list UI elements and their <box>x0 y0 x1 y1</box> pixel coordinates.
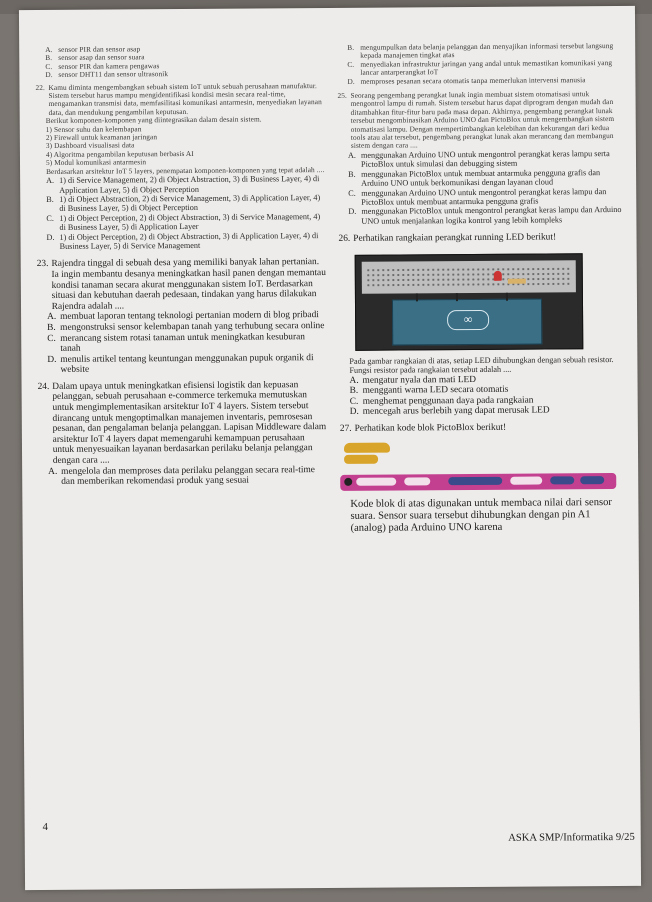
led-icon <box>494 271 502 281</box>
option: D. menggunakan PictoBlox untuk mengontrol perangkat keras lampu dan Arduino UNO untuk menjalankan logika kontrol yang lebih kompleks <box>348 205 622 226</box>
right-column <box>337 42 624 535</box>
option: A. mengelola dan memproses data perilaku pelanggan secara real-time dan memberikan rekomendasi produk yang sesuai <box>48 464 315 488</box>
q24-options-continued <box>337 42 621 86</box>
pictoblox-code-blocks-image <box>340 438 620 498</box>
page-number: 4 <box>42 821 48 834</box>
option: A. membuat laporan tentang teknologi pertanian modern di blog pribadi <box>47 310 319 323</box>
q22-items: 1) Sensor suhu dan kelembapan 2) Firewall untuk keamanan jaringan 3) Dashboard visualisasi data 4) Algoritma pengambilan keputusan berbasis AI 5) Modul komunikasi antarmesin <box>45 123 194 168</box>
question-25: 25. Seorang pengembang perangkat lunak ingin membuat sistem otomatisasi untuk mengontrol lampu di rumah. Sistem tersebut harus dapat diprogram dengan mudah dan ditambahkan fitur-fitur baru pada masa depan. Akhirnya, pengembang perangkat lunak tersebut mengombinasikan Arduino UNO dan PictoBlox untuk mengembangkan sistem otomatisasi lampu. Dengan mempertimbangkan kelebihan dan kekurangan dari kedua tools atau alat tersebut, pengembang perangkat lunak akan merancang dan membangun sistem dengan cara .... <box>337 89 615 151</box>
option: B. 1) di Object Abstraction, 2) di Service Management, 3) di Application Layer, 4) di Business Layer, 5) di Object Perception <box>46 192 321 214</box>
option: B. menggunakan PictoBlox untuk membuat antarmuka pengguna grafis dan Arduino UNO untuk berkomunikasi dengan layanan cloud <box>348 167 601 188</box>
option: B. sensor asap dan sensor suara <box>45 52 145 63</box>
infinity-logo-icon: ∞ <box>447 310 489 330</box>
q26-description: Pada gambar rangkaian di atas, setiap LED dihubungkan dengan sebuah resistor. Fungsi resistor pada rangkaian tersebut adalah .... <box>349 354 614 375</box>
q22-options <box>36 174 327 251</box>
q22-intro: Berikut komponen-komponen yang diintegrasikan dalam desain sistem. <box>45 114 262 126</box>
option: D. sensor DHT11 dan sensor ultrasonik <box>45 69 169 80</box>
option: D. memproses pesanan secara otomatis tanpa memerlukan intervensi manusia <box>347 74 586 86</box>
option: B. mengumpulkan data belanja pelanggan dan menyajikan informasi tersebut langsung kepada manajemen tingkat atas <box>347 41 614 61</box>
option: C. menghemat penggunaan daya pada rangkaian <box>349 395 534 407</box>
option: C. merancang sistem rotasi tanaman untuk meningkatkan kesuburan tanah <box>47 331 305 354</box>
option: C. menggunakan Arduino UNO untuk mengontrol perangkat keras lampu dan PictoBlox untuk membuat antarmuka pengguna grafis <box>348 186 607 207</box>
question-23: 23. Rajendra tinggal di sebuah desa yang memiliki banyak lahan pertanian. Ia ingin membantu desanya meningkatkan hasil panen dengan memantau kondisi tanaman secara akurat menggunakan sistem IoT. Berdasarkan situasi dan kebutuhan daerah pedesaan, tindakan yang harus dilakukan Rajendra adalah .... A. membuat laporan tentang teknologi pertanian modern di blog pribadi B. mengonstruksi sensor kelembapan tanah yang terhubung secara online C. merancang sistem rotasi tanaman untuk meningkatkan kesuburan tanah D. menulis artikel tentang keuntungan menggunakan pupuk organik di website <box>36 257 326 376</box>
option: B. mengonstruksi sensor kelembapan tanah yang terhubung secara online <box>47 320 325 333</box>
option: D. mencegah arus berlebih yang dapat merusak LED <box>349 405 550 418</box>
q27-description: Kode blok di atas digunakan untuk membaca nilai dari sensor suara. Sensor suara tersebut dihubungkan dengan pin A1 (analog) pada Arduino UNO karena <box>350 496 612 534</box>
option: A. menggunakan Arduino UNO untuk mengontrol perangkat keras lampu serta PictoBlox untuk simulasi dan debugging sistem <box>347 148 610 170</box>
forever-block <box>344 454 378 463</box>
q22-outro: Berdasarkan arsitektur IoT 5 layers, penempatan komponen-komponen yang tepat adalah .... <box>46 164 325 176</box>
q25-options <box>338 149 623 226</box>
left-column <box>35 44 328 488</box>
resistor-icon <box>508 278 526 283</box>
option: B. mengganti warna LED secara otomatis <box>349 384 509 396</box>
option: C. menyediakan infrastruktur jaringan yang andal untuk memastikan komunikasi yang lancar antarperangkat IoT <box>347 57 613 77</box>
book-reference: ASKA SMP/Informatika 9/25 <box>508 831 635 844</box>
breadboard <box>362 260 576 293</box>
question-24: 24. Dalam upaya untuk meningkatkan efisiensi logistik dan kepuasan pelanggan, sebuah perusahaan e-commerce terkemuka memutuskan untuk mengimplementasikan arsitektur IoT 4 layers. Sistem tersebut dirancang untuk mengoptimalkan manajemen inventaris, pemrosesan pesanan, dan pengalaman belanja pelanggan. Lapisan Middleware dalam arsitektur IoT 4 layers dapat memengaruhi kemampuan perusahaan untuk menyesuaikan layanan berdasarkan perilaku belanja pelanggan dengan cara .... A. mengelola dan memproses data perilaku pelanggan secara real-time dan memberikan rekomendasi produk yang sesuai <box>38 380 329 488</box>
option: D. 1) di Object Perception, 2) di Object Abstraction, 3) di Application Layer, 4) di Business Layer, 5) di Service Management <box>46 230 319 251</box>
option: C. sensor PIR dan kamera pengawas <box>45 60 160 71</box>
set-sensor-block <box>340 473 616 491</box>
q21-options <box>35 44 325 80</box>
option: A. sensor PIR dan sensor asap <box>45 44 141 54</box>
arduino-board <box>392 298 542 345</box>
option: A. mengatur nyala dan mati LED <box>349 374 477 386</box>
question-22: 22. Kamu diminta mengembangkan sebuah sistem IoT untuk sebuah perusahaan manufaktur. Sistem tersebut harus mampu mengidentifikasi kondisi mesin secara real-time, mengamankan transmisi data, memfasilitasi komunikasi antarmesin, menyediakan layanan data, dan mendukung pengambilan keputusan. Berikut komponen-komponen yang diintegrasikan dalam desain sistem. 1) Sensor suhu dan kelembapan 2) Firewall untuk keamanan jaringan 3) Dashboard visualisasi data 4) Algoritma pengambilan keputusan berbasis AI 5) Modul komunikasi antarmesin Berdasarkan arsitektur IoT 5 layers, penempatan komponen-komponen yang tepat adalah .... <box>35 80 325 176</box>
option: D. menulis artikel tentang keuntungan menggunakan pupuk organik di website <box>47 352 314 376</box>
question-26: 26. Perhatikan rangkaian perangkat running LED berikut! ∞ Pada gambar rangkaian di atas, setiap LED dihubungkan dengan sebuah resistor. Fungsi resistor pada rangkaian tersebut adalah .... A. mengatur nyala dan mati LED B. mengganti warna LED secara otomatis C. menghemat penggunaan daya pada rangkaian D. mencegah arus berlebih yang dapat merusak LED <box>339 232 624 418</box>
question-27: 27. Perhatikan kode blok PictoBlox berikut! Kode blok di atas digunakan untuk membaca nilai dari sensor suara. Sensor suara tersebut dihubungkan dengan pin A1 (analog) pada Arduino UNO karena <box>340 422 625 535</box>
hat-block <box>344 442 390 452</box>
option: C. 1) di Object Perception, 2) di Object Abstraction, 3) di Service Management, 4) di Business Layer, 5) di Application Layer <box>46 211 321 233</box>
page-footer <box>35 818 635 844</box>
exam-page <box>19 6 641 890</box>
running-led-circuit-image <box>355 253 584 351</box>
option: A. 1) di Service Management, 2) di Object Abstraction, 3) di Business Layer, 4) di Application Layer, 5) di Object Perception <box>46 174 320 195</box>
